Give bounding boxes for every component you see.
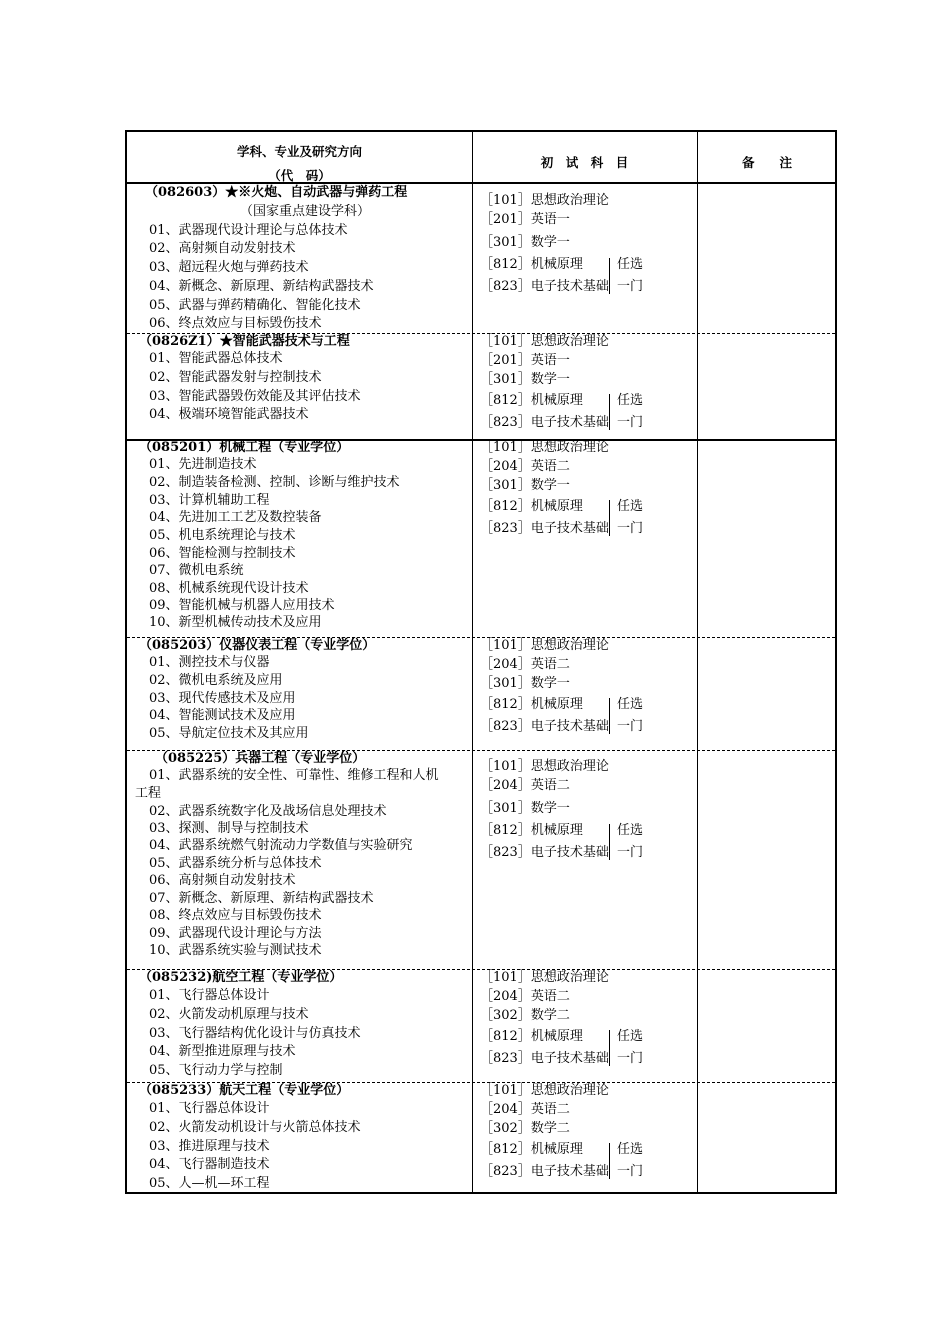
research-direction: 06、终点效应与目标毁伤技术 (149, 316, 322, 331)
exam-subject: ［101］思想政治理论 (480, 193, 609, 208)
elective-note: 一门 (617, 279, 644, 294)
exam-subject: ［301］数学一 (480, 801, 570, 816)
exam-subject: ［823］电子技术基础 (480, 279, 609, 294)
research-direction: 04、新型推进原理与技术 (149, 1044, 296, 1059)
exam-subject: ［302］数学二 (480, 1008, 570, 1023)
admission-table (125, 130, 837, 1194)
brace-icon (609, 1030, 616, 1066)
research-direction: 10、新型机械传动技术及应用 (149, 615, 322, 630)
elective-note: 任选 (617, 499, 644, 514)
brace-icon (609, 824, 616, 860)
exam-subject: ［812］机械原理 (480, 499, 583, 514)
exam-subject: ［812］机械原理 (480, 697, 583, 712)
exam-subject: ［101］思想政治理论 (480, 638, 609, 653)
exam-subject: ［101］思想政治理论 (480, 440, 609, 455)
research-direction: 04、先进加工工艺及数控装备 (149, 510, 322, 525)
brace-icon (609, 1143, 616, 1179)
research-direction: 01、测控技术与仪器 (149, 655, 270, 670)
discipline-title: （085201）机械工程（专业学位） (139, 440, 350, 455)
exam-subject: ［823］电子技术基础 (480, 521, 609, 536)
research-direction: 05、导航定位技术及其应用 (149, 726, 309, 741)
research-direction: 04、极端环境智能武器技术 (149, 407, 309, 422)
research-direction: 07、微机电系统 (149, 563, 244, 578)
exam-subject: ［301］数学一 (480, 478, 570, 493)
research-direction: 01、武器现代设计理论与总体技术 (149, 223, 348, 238)
exam-subject: ［201］英语一 (480, 212, 570, 227)
research-direction: 03、智能武器毁伤效能及其评估技术 (149, 389, 361, 404)
research-direction: 02、制造装备检测、控制、诊断与维护技术 (149, 475, 400, 490)
research-direction: 01、先进制造技术 (149, 457, 257, 472)
exam-subject: ［101］思想政治理论 (480, 970, 609, 985)
research-direction: 04、飞行器制造技术 (149, 1157, 270, 1172)
research-direction: 02、武器系统数字化及战场信息处理技术 (149, 804, 387, 819)
elective-note: 任选 (617, 823, 644, 838)
research-direction: 02、火箭发动机原理与技术 (149, 1007, 309, 1022)
exam-subject: ［823］电子技术基础 (480, 1051, 609, 1066)
research-direction: 07、新概念、新原理、新结构武器技术 (149, 891, 374, 906)
brace-icon (609, 698, 616, 734)
header-remarks: 备 注 (741, 155, 792, 170)
exam-subject: ［812］机械原理 (480, 823, 583, 838)
elective-note: 任选 (617, 1142, 644, 1157)
research-direction: 05、人—机—环工程 (149, 1176, 270, 1191)
discipline-title: （085233）航天工程（专业学位） (139, 1083, 350, 1098)
exam-subject: ［201］英语一 (480, 353, 570, 368)
brace-icon (609, 500, 616, 536)
exam-subject: ［812］机械原理 (480, 1029, 583, 1044)
header-discipline-label: 学科、专业及研究方向 (236, 144, 362, 159)
research-direction: 03、推进原理与技术 (149, 1139, 270, 1154)
exam-subject: ［204］英语二 (480, 459, 570, 474)
research-direction: 03、飞行器结构优化设计与仿真技术 (149, 1026, 361, 1041)
research-direction: 09、智能机械与机器人应用技术 (149, 598, 335, 613)
research-direction: 02、高射频自动发射技术 (149, 241, 296, 256)
elective-note: 一门 (617, 1164, 644, 1179)
elective-note: 一门 (617, 845, 644, 860)
research-direction: 05、飞行动力学与控制 (149, 1063, 283, 1078)
research-direction: 04、武器系统燃气射流动力学数值与实验研究 (149, 838, 413, 853)
research-direction: 08、终点效应与目标毁伤技术 (149, 908, 322, 923)
research-direction: 03、计算机辅助工程 (149, 493, 270, 508)
discipline-title: （085232)航空工程（专业学位） (139, 970, 343, 985)
exam-subject: ［101］思想政治理论 (480, 759, 609, 774)
exam-subject: ［823］电子技术基础 (480, 1164, 609, 1179)
research-direction: 03、现代传感技术及应用 (149, 691, 296, 706)
exam-subject: ［823］电子技术基础 (480, 719, 609, 734)
exam-subject: ［204］英语二 (480, 989, 570, 1004)
elective-note: 任选 (617, 257, 644, 272)
research-direction: 09、武器现代设计理论与方法 (149, 926, 322, 941)
research-direction: 01、飞行器总体设计 (149, 1101, 270, 1116)
column-divider (472, 132, 473, 1192)
brace-icon (609, 394, 616, 430)
brace-icon (609, 258, 616, 294)
exam-subject: ［301］数学一 (480, 372, 570, 387)
header-code-label: （代 码） (268, 168, 331, 183)
exam-subject: ［204］英语二 (480, 1102, 570, 1117)
exam-subject: ［812］机械原理 (480, 257, 583, 272)
research-direction: 05、机电系统理论与技术 (149, 528, 296, 543)
research-direction: （国家重点建设学科） (240, 204, 371, 219)
exam-subject: ［301］数学一 (480, 235, 570, 250)
elective-note: 一门 (617, 1051, 644, 1066)
research-direction: 08、机械系统现代设计技术 (149, 581, 309, 596)
exam-subject: ［823］电子技术基础 (480, 845, 609, 860)
research-direction: 03、探测、制导与控制技术 (149, 821, 309, 836)
header-discipline (127, 142, 472, 184)
elective-note: 任选 (617, 697, 644, 712)
elective-note: 一门 (617, 415, 644, 430)
discipline-title: （085203）仪器仪表工程（专业学位） (139, 638, 376, 653)
research-direction: 05、武器与弹药精确化、智能化技术 (149, 298, 361, 313)
research-direction: 02、微机电系统及应用 (149, 673, 283, 688)
discipline-title: （082603）★※火炮、自动武器与弹药工程 (145, 185, 408, 200)
research-direction: 01、智能武器总体技术 (149, 351, 283, 366)
exam-subject: ［812］机械原理 (480, 393, 583, 408)
research-direction: 01、飞行器总体设计 (149, 988, 270, 1003)
research-direction: 05、武器系统分析与总体技术 (149, 856, 322, 871)
research-direction: 02、火箭发动机设计与火箭总体技术 (149, 1120, 361, 1135)
research-direction: 04、新概念、新原理、新结构武器技术 (149, 279, 374, 294)
research-direction: 04、智能测试技术及应用 (149, 708, 296, 723)
exam-subject: ［204］英语二 (480, 778, 570, 793)
discipline-title: （085225）兵器工程（专业学位） (155, 751, 366, 766)
exam-subject: ［823］电子技术基础 (480, 415, 609, 430)
research-direction: 03、超远程火炮与弹药技术 (149, 260, 309, 275)
discipline-title: （0826Z1）★智能武器技术与工程 (139, 334, 350, 349)
elective-note: 一门 (617, 719, 644, 734)
elective-note: 任选 (617, 1029, 644, 1044)
research-direction: 06、智能检测与控制技术 (149, 546, 296, 561)
exam-subject: ［812］机械原理 (480, 1142, 583, 1157)
exam-subject: ［101］思想政治理论 (480, 334, 609, 349)
header-exam-subjects: 初 试 科 目 (540, 155, 629, 170)
exam-subject: ［301］数学一 (480, 676, 570, 691)
exam-subject: ［302］数学二 (480, 1121, 570, 1136)
research-direction: 10、武器系统实验与测试技术 (149, 943, 322, 958)
exam-subject: ［204］英语二 (480, 657, 570, 672)
research-direction: 02、智能武器发射与控制技术 (149, 370, 322, 385)
research-direction: 06、高射频自动发射技术 (149, 873, 296, 888)
elective-note: 任选 (617, 393, 644, 408)
exam-subject: ［101］思想政治理论 (480, 1083, 609, 1098)
column-divider (697, 132, 698, 1192)
elective-note: 一门 (617, 521, 644, 536)
research-direction: 工程 (135, 786, 162, 801)
research-direction: 01、武器系统的安全性、可靠性、维修工程和人机 (149, 768, 439, 783)
